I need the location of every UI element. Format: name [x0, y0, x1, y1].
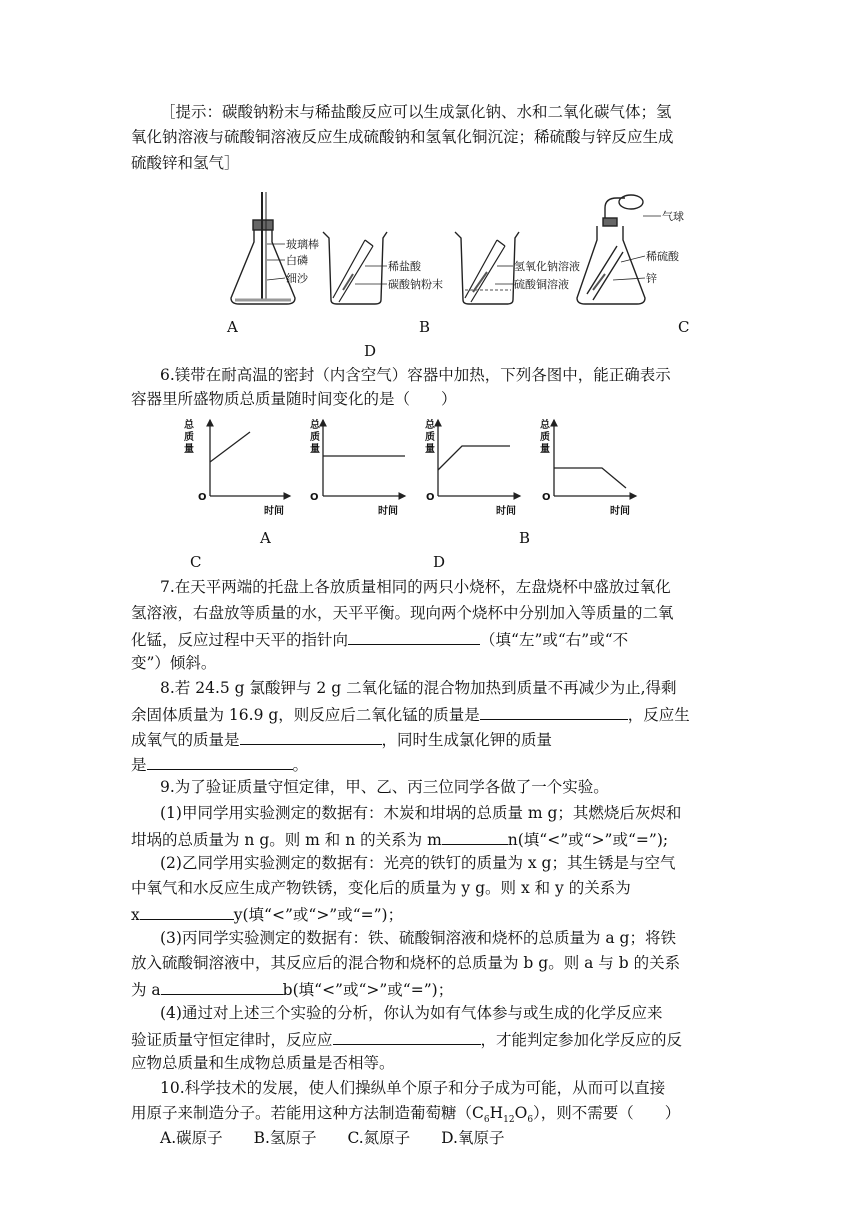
q9-part1-line-2 — [131, 827, 668, 852]
q7-line-2: 氢溶液，右盘放等质量的水，天平平衡。现向两个烧杯中分别加入等质量的二氧 — [131, 604, 674, 622]
graph-d-xlabel: 时间 — [610, 506, 630, 517]
q9-part1-text-b: n(填“<”或“>”或“=”); — [507, 831, 669, 849]
q8-text-e: 是 — [131, 756, 147, 774]
graph-c-origin: O — [426, 492, 435, 503]
beaker-c — [455, 232, 519, 304]
flask-d — [577, 195, 645, 304]
q6-line-2: 容器里所盛物质总质量随时间变化的是（ ） — [131, 390, 457, 408]
label-h2so4: 稀硫酸 — [646, 250, 679, 263]
q8-text-f: 。 — [292, 756, 309, 774]
graph-a-origin: O — [198, 492, 207, 503]
graph-d-origin: O — [542, 492, 551, 503]
q9-part4-line-3: 应物总质量和生成物总质量是否相等。 — [131, 1054, 395, 1072]
q9-part2-line-2: 中氧气和水反应生成产物铁锈，变化后的质量为 y g。则 x 和 y 的关系为 — [131, 879, 631, 897]
graph-a-ylabel-2: 质 — [184, 432, 194, 443]
q10-text-b: ），则不需要（ ） — [533, 1104, 681, 1122]
graph-c-curve — [438, 446, 510, 470]
graph-b — [323, 420, 405, 496]
q6-line-1: 6.镁带在耐高温的密封（内含空气）容器中加热，下列各图中，能正确表示 — [160, 366, 671, 384]
q8-text-b: ，反应生 — [627, 706, 690, 724]
label-sand: 细沙 — [286, 272, 308, 285]
q9-part3-line-1: (3)丙同学实验测定的数据有：铁、硫酸铜溶液和烧杯的总质量为 a g；将铁 — [160, 929, 676, 947]
q7-text-a: 化锰，反应过程中天平的指针向 — [131, 631, 349, 649]
graph-d-ylabel-2: 质 — [540, 432, 550, 443]
q10-sub-c: 6 — [483, 1115, 490, 1126]
graph-c-ylabel-1: 总 — [425, 420, 435, 431]
q9-part1-blank[interactable] — [442, 827, 508, 845]
q9-part2-text-a: x — [131, 906, 140, 924]
q10-sub-h: 12 — [503, 1115, 515, 1126]
label-na2co3: 碳酸钠粉末 — [388, 278, 443, 291]
q8-line-4 — [131, 752, 308, 777]
graph-d-ylabel-3: 量 — [540, 444, 550, 455]
label-zinc: 锌 — [646, 272, 657, 285]
q7-line-3 — [131, 627, 628, 652]
q8-line-3 — [131, 727, 552, 752]
q9-part4-text-a: 验证质量守恒定律时，反应应 — [131, 1031, 333, 1049]
q10-o: O — [514, 1104, 528, 1122]
q7-line-1: 7.在天平两端的托盘上各放质量相同的两只小烧杯，左盘烧杯中盛放过氧化 — [160, 578, 671, 596]
q8-text-d: ，同时生成氯化钾的质量 — [381, 731, 553, 749]
graph-a-ylabel-3: 量 — [184, 444, 194, 455]
q8-answer-blank-2[interactable] — [240, 727, 382, 745]
graph-a-xlabel: 时间 — [264, 506, 284, 517]
graph-a-ylabel-1: 总 — [184, 420, 194, 431]
q10-line-1: 10.科学技术的发展，使人们操纵单个原子和分子成为可能，从而可以直接 — [160, 1079, 666, 1097]
fig1-option-d: D — [364, 342, 377, 360]
q6-option-c: C — [190, 553, 202, 571]
hint-line-1: ［提示：碳酸钠粉末与稀盐酸反应可以生成氯化钠、水和二氧化碳气体；氢 — [160, 103, 672, 121]
q8-line-2 — [131, 702, 690, 727]
q9-intro: 9.为了验证质量守恒定律，甲、乙、丙三位同学各做了一个实验。 — [160, 778, 609, 796]
hint-line-2: 氧化钠溶液与硫酸铜溶液反应生成硫酸钠和氢氧化铜沉淀；稀硫酸与锌反应生成 — [131, 128, 674, 146]
q9-part3-blank[interactable] — [161, 977, 283, 995]
q9-part2-blank[interactable] — [140, 902, 234, 920]
graph-c-ylabel-2: 质 — [425, 432, 435, 443]
q10-h: H — [489, 1104, 504, 1122]
label-glass-rod: 玻璃棒 — [286, 238, 319, 251]
graph-b-origin: O — [310, 492, 319, 503]
q6-graphs — [184, 418, 660, 523]
q9-part4-line-1: (4)通过对上述三个实验的分析，你认为如有气体参与或生成的化学反应来 — [160, 1004, 663, 1022]
q10-sub-o: 6 — [527, 1115, 534, 1126]
graph-d — [554, 420, 636, 496]
label-cuso4: 硫酸铜溶液 — [514, 278, 569, 291]
q10-text-a: 用原子来制造分子。若能用这种方法制造葡萄糖（C — [131, 1104, 484, 1122]
q10-options: A.碳原子 B.氢原子 C.氮原子 D.氧原子 — [160, 1129, 505, 1147]
graph-b-ylabel-2: 质 — [310, 432, 320, 443]
fig1-option-b: B — [419, 318, 431, 336]
graph-d-ylabel-1: 总 — [540, 420, 550, 431]
q9-part2-text-b: y(填“<”或“>”或“=”)； — [233, 906, 404, 924]
apparatus-figure — [225, 190, 715, 315]
graph-c-xlabel: 时间 — [496, 506, 516, 517]
label-hcl: 稀盐酸 — [388, 260, 421, 273]
graph-a — [210, 420, 290, 496]
q8-text-a: 余固体质量为 16.9 g，则反应后二氧化锰的质量是 — [131, 706, 480, 724]
q9-part4-text-b: ，才能判定参加化学反应的反 — [480, 1031, 683, 1049]
q9-part3-line-3 — [131, 977, 453, 1002]
q9-part4-blank[interactable] — [333, 1027, 481, 1045]
graph-d-curve — [554, 468, 626, 488]
q9-part2-line-3 — [131, 902, 403, 927]
hint-line-3: 硫酸锌和氢气］ — [131, 154, 240, 172]
label-naoh: 氢氧化钠溶液 — [514, 260, 580, 273]
q8-line-1: 8.若 24.5 g 氯酸钾与 2 g 二氧化锰的混合物加热到质量不再减少为止,得剩 — [160, 679, 677, 697]
beaker-b — [323, 232, 387, 304]
q9-part3-text-a: 为 a — [131, 981, 161, 999]
graph-b-ylabel-3: 量 — [310, 444, 320, 455]
q6-option-b: B — [519, 529, 531, 547]
graph-b-ylabel-1: 总 — [310, 420, 320, 431]
q9-part3-text-b: b(填“<”或“>”或“=”)； — [282, 981, 454, 999]
fig1-option-a: A — [227, 318, 238, 336]
q9-part4-line-2 — [131, 1027, 682, 1052]
graph-c — [438, 420, 520, 496]
q8-answer-blank-3[interactable] — [147, 752, 293, 770]
q7-line-4: 变”）倾斜。 — [131, 654, 217, 672]
q8-text-c: 成氧气的质量是 — [131, 731, 240, 749]
label-white-p: 白磷 — [286, 254, 308, 267]
q6-option-d: D — [433, 553, 446, 571]
graph-a-curve — [210, 432, 250, 462]
q7-text-b: （填“左”或“右”或“不 — [480, 631, 629, 649]
q9-part3-line-2: 放入硫酸铜溶液中，其反应后的混合物和烧杯的总质量为 b g。则 a 与 b 的关系 — [131, 954, 681, 972]
q9-part2-line-1: (2)乙同学用实验测定的数据有：光亮的铁钉的质量为 x g；其生锈是与空气 — [160, 854, 676, 872]
fig1-option-c: C — [678, 318, 690, 336]
label-balloon: 气球 — [662, 210, 684, 223]
q6-option-a: A — [260, 529, 271, 547]
q8-answer-blank-1[interactable] — [480, 702, 628, 720]
q9-part1-text-a: 坩埚的总质量为 n g。则 m 和 n 的关系为 m — [131, 831, 442, 849]
q7-answer-blank[interactable] — [348, 627, 480, 645]
q9-part1-line-1: (1)甲同学用实验测定的数据有：木炭和坩埚的总质量 m g；其燃烧后灰烬和 — [160, 804, 682, 822]
graph-b-xlabel: 时间 — [378, 506, 398, 517]
graph-c-ylabel-3: 量 — [425, 444, 435, 455]
